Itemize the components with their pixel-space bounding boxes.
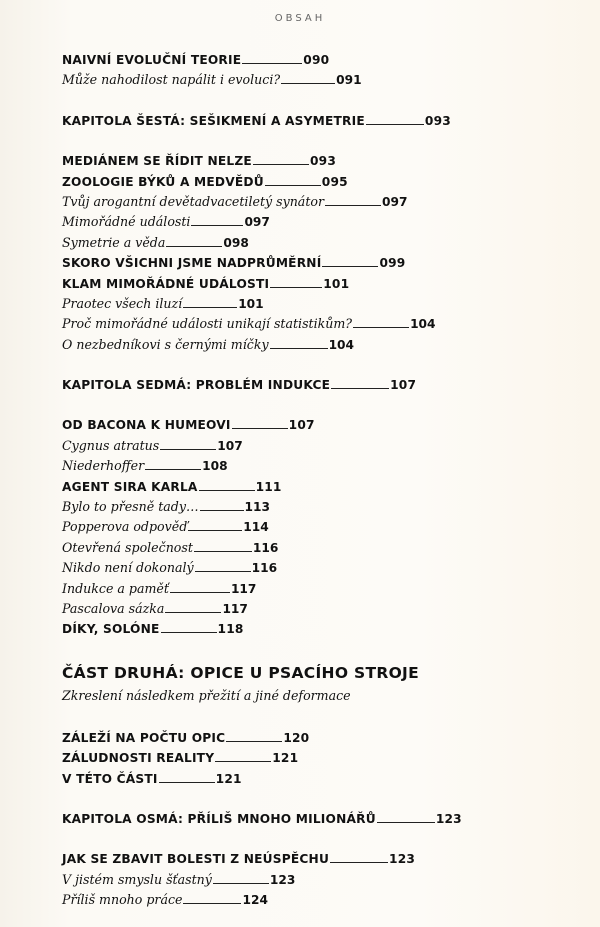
- toc-entry: [62, 497, 582, 517]
- toc-entry-page-number: 104: [410, 317, 436, 332]
- leader-line: [331, 387, 389, 389]
- toc-entry-title: KAPITOLA OSMÁ: PŘÍLIŠ MNOHO MILIONÁŘŮ: [62, 811, 376, 826]
- toc-entry: [62, 375, 582, 395]
- leader-line: [322, 265, 378, 267]
- toc-entry: [62, 599, 582, 619]
- toc-entry-title: Příliš mnoho práce: [62, 892, 183, 908]
- toc-entry-page-number: 091: [336, 73, 362, 88]
- toc-entry-title: Proč mimořádné události unikají statistikům?: [62, 316, 353, 332]
- leader-line: [330, 861, 388, 863]
- toc-entry-page-number: 114: [243, 520, 269, 535]
- toc-entry: [62, 151, 582, 171]
- toc-entry-page-number: 101: [238, 296, 264, 311]
- toc-entry-title: O nezbedníkovi s černými míčky: [62, 336, 269, 352]
- toc-entry-title: OD BACONA K HUMEOVI: [62, 418, 231, 433]
- toc-entry-title: SKORO VŠICHNI JSME NADPRŮMĚRNÍ: [62, 256, 322, 271]
- toc-entry-title: Tvůj arogantní devětadvacetiletý synátor: [62, 193, 324, 209]
- toc-entry-title: Praotec všech iluzí: [62, 295, 183, 311]
- leader-line: [145, 468, 201, 470]
- leader-line: [159, 781, 215, 783]
- toc-entry-page-number: 123: [269, 872, 296, 887]
- table-of-contents: [62, 50, 582, 911]
- toc-entry-page-number: 113: [244, 500, 270, 515]
- toc-entry: [62, 619, 582, 639]
- leader-line: [377, 821, 435, 823]
- leader-line: [200, 509, 244, 511]
- leader-line: [215, 760, 271, 762]
- leader-line: [242, 62, 302, 64]
- toc-entry-page-number: 118: [217, 622, 244, 637]
- toc-entry: [62, 870, 582, 890]
- toc-entry: [62, 538, 582, 558]
- leader-line: [166, 245, 222, 247]
- toc-entry: [62, 212, 582, 232]
- toc-entry-title: DÍKY, SOLÓNE: [62, 622, 160, 637]
- toc-entry-page-number: 107: [288, 418, 315, 433]
- toc-entry-page-number: 116: [251, 561, 278, 576]
- toc-entry: [62, 335, 582, 355]
- toc-entry: [62, 456, 582, 476]
- toc-entry-page-number: 097: [244, 215, 270, 230]
- leader-line: [353, 326, 409, 328]
- toc-entry: [62, 294, 582, 314]
- leader-line: [170, 591, 230, 593]
- leader-line: [191, 224, 243, 226]
- toc-entry-title: JAK SE ZBAVIT BOLESTI Z NEÚSPĚCHU: [62, 852, 330, 867]
- toc-entry-page-number: 099: [379, 256, 406, 271]
- toc-entry-title: MEDIÁNEM SE ŘÍDIT NELZE: [62, 154, 252, 169]
- toc-entry-title: AGENT SIRA KARLA: [62, 479, 198, 494]
- toc-entry: [62, 517, 582, 537]
- toc-entry-title: NAIVNÍ EVOLUČNÍ TEORIE: [62, 53, 242, 67]
- part-title: ČÁST DRUHÁ: OPICE U PSACÍHO STROJE: [62, 663, 419, 682]
- toc-entry-page-number: 093: [424, 113, 451, 128]
- toc-entry-title: Mimořádné události: [62, 214, 191, 230]
- toc-entry-page-number: 123: [435, 811, 462, 826]
- toc-entry-page-number: 111: [255, 479, 282, 494]
- toc-entry-page-number: 117: [222, 601, 248, 616]
- leader-line: [281, 82, 335, 84]
- toc-entry: [62, 192, 582, 212]
- toc-entry-page-number: 097: [381, 194, 408, 209]
- toc-entry-page-number: 124: [242, 893, 268, 908]
- toc-entry: [62, 70, 582, 90]
- toc-entry-page-number: 117: [230, 581, 257, 596]
- toc-entry-page-number: 107: [390, 378, 417, 393]
- toc-entry-page-number: 123: [389, 852, 416, 867]
- toc-entry: [62, 477, 582, 497]
- toc-entry-page-number: 108: [202, 459, 228, 474]
- toc-entry-page-number: 090: [303, 53, 330, 67]
- toc-entry-title: KLAM MIMOŘÁDNÉ UDÁLOSTI: [62, 276, 270, 291]
- leader-line: [165, 611, 221, 613]
- toc-entry-title: Může nahodilost napálit i evoluci?: [62, 72, 281, 88]
- toc-list-part-one: [62, 50, 582, 640]
- toc-entry-title: Popperova odpověď: [62, 519, 188, 535]
- toc-entry-title: Bylo to přesně tady…: [62, 499, 199, 515]
- toc-entry: [62, 50, 582, 70]
- toc-entry-title: Cygnus atratus: [62, 437, 160, 453]
- leader-line: [270, 347, 328, 349]
- toc-entry-title: ZÁLEŽÍ NA POČTU OPIC: [62, 730, 226, 745]
- toc-entry: [62, 558, 582, 578]
- leader-line: [194, 550, 252, 552]
- toc-entry: [62, 233, 582, 253]
- toc-entry-page-number: 098: [223, 235, 249, 250]
- leader-line: [199, 489, 255, 491]
- toc-entry: [62, 415, 582, 435]
- leader-line: [213, 882, 269, 884]
- toc-entry: [62, 274, 582, 294]
- page-header: OBSAH: [274, 13, 326, 24]
- toc-entry: [62, 314, 582, 334]
- toc-entry: [62, 579, 582, 599]
- leader-line: [366, 123, 424, 125]
- toc-entry-title: Indukce a paměť: [62, 580, 169, 596]
- toc-entry-page-number: 121: [272, 751, 299, 766]
- toc-entry: [62, 748, 582, 768]
- toc-entry-page-number: 121: [215, 771, 242, 786]
- toc-entry-page-number: 107: [217, 438, 243, 453]
- toc-entry: [62, 769, 582, 789]
- toc-entry-page-number: 101: [323, 276, 350, 291]
- toc-entry: [62, 849, 582, 869]
- toc-entry-title: ZOOLOGIE BÝKŮ A MEDVĚDŮ: [62, 174, 264, 189]
- toc-entry-page-number: 095: [321, 174, 348, 189]
- toc-entry-page-number: 104: [328, 337, 355, 352]
- toc-entry-title: V TÉTO ČÁSTI: [62, 771, 158, 786]
- toc-entry-title: Symetrie a věda: [62, 234, 166, 250]
- toc-entry-title: Niederhoffer: [62, 458, 145, 474]
- toc-list-part-two: [62, 728, 582, 911]
- toc-entry: [62, 111, 582, 131]
- leader-line: [183, 902, 241, 904]
- leader-line: [253, 163, 309, 165]
- toc-entry: [62, 809, 582, 829]
- leader-line: [270, 286, 322, 288]
- toc-entry-page-number: 120: [283, 730, 310, 745]
- toc-entry-title: KAPITOLA SEDMÁ: PROBLÉM INDUKCE: [62, 378, 331, 393]
- toc-entry-title: KAPITOLA ŠESTÁ: SEŠIKMENÍ A ASYMETRIE: [62, 113, 365, 128]
- toc-entry: [62, 436, 582, 456]
- part-subtitle: Zkreslení následkem přežití a jiné deformace: [62, 687, 351, 703]
- leader-line: [195, 570, 251, 572]
- toc-entry: [62, 253, 582, 273]
- toc-entry: [62, 172, 582, 192]
- toc-entry-title: ZÁLUDNOSTI REALITY: [62, 751, 215, 766]
- leader-line: [325, 204, 381, 206]
- leader-line: [161, 631, 217, 633]
- leader-line: [160, 448, 216, 450]
- leader-line: [265, 184, 321, 186]
- toc-entry-title: V jistém smyslu šťastný: [62, 871, 212, 887]
- toc-entry-title: Pascalova sázka: [62, 600, 165, 616]
- leader-line: [226, 740, 282, 742]
- toc-entry-title: Otevřená společnost: [62, 539, 193, 555]
- toc-entry-page-number: 116: [252, 540, 279, 555]
- toc-entry-title: Nikdo není dokonalý: [62, 560, 194, 576]
- toc-entry-page-number: 093: [309, 154, 337, 169]
- leader-line: [183, 306, 237, 308]
- toc-entry: [62, 728, 582, 748]
- leader-line: [188, 529, 242, 531]
- toc-entry: [62, 890, 582, 910]
- leader-line: [232, 427, 288, 429]
